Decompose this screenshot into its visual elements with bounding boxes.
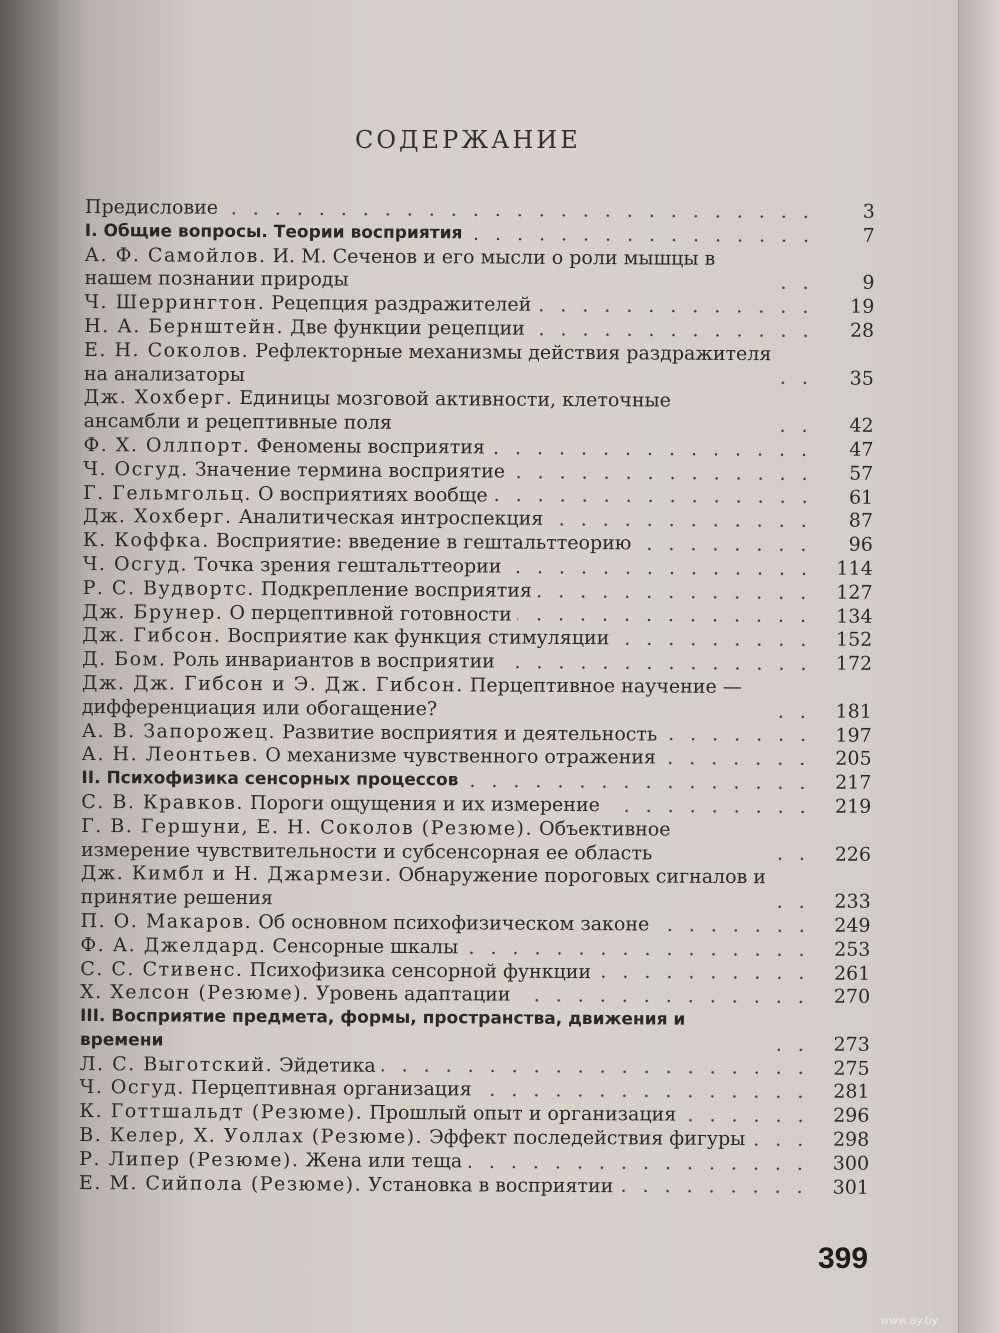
toc-entry-title: I. Общие вопросы. Теории восприятия xyxy=(84,220,463,244)
toc-entry-text xyxy=(82,601,512,627)
toc-entry-page: 281 xyxy=(833,1081,870,1104)
toc-entry-text xyxy=(80,910,649,937)
toc-entry-page: 233 xyxy=(834,890,871,913)
toc-entry-title: Уровень адаптации xyxy=(315,982,511,1006)
toc-entry-page: 87 xyxy=(848,510,874,533)
toc-entry-page: 261 xyxy=(833,962,871,985)
toc-entry-text xyxy=(79,1148,462,1174)
dot-leader xyxy=(507,570,814,575)
toc-entry-text xyxy=(83,482,488,508)
dot-leader xyxy=(464,784,813,789)
toc-entry-text xyxy=(80,981,510,1007)
toc-entry-page: 270 xyxy=(833,985,871,1009)
toc-entry-text xyxy=(80,934,458,960)
toc-entry-page: 226 xyxy=(834,843,872,866)
toc-entry-title: Рефлекторные механизмы действия раздражителя на анализаторы xyxy=(83,339,772,386)
toc-entry-author: Дж. Хохберг. xyxy=(82,505,233,529)
toc-entry-page: 47 xyxy=(849,438,874,461)
dot-leader xyxy=(637,547,815,551)
toc-entry-author: В. Келер, Х. Уоллах (Резюме). xyxy=(79,1124,424,1149)
toc-entry-page: 296 xyxy=(833,1104,870,1128)
toc-entry-title: Перцептивное научение — дифференциация или обогащение? xyxy=(81,674,742,720)
toc-entry-title: Эффект последействия фигуры xyxy=(429,1126,746,1151)
toc-entry-title: Предисловие xyxy=(84,196,219,219)
toc-entry-text xyxy=(82,672,772,724)
toc-entry-page: 96 xyxy=(848,533,873,556)
dot-leader xyxy=(516,999,812,1004)
toc-entry-text xyxy=(80,1005,770,1057)
toc-entry-title: Единицы мозговой активности, клеточные ансамбли и рецептивные поля xyxy=(83,387,671,435)
toc-entry-text xyxy=(83,458,505,484)
toc-entry-page: 35 xyxy=(849,367,874,390)
toc-entry-text xyxy=(81,791,600,818)
dot-leader xyxy=(777,905,813,908)
dot-leader xyxy=(494,499,815,504)
toc-entry-author: Ч. Шеррингтон. xyxy=(84,291,266,315)
dot-leader xyxy=(224,212,817,219)
dot-leader xyxy=(606,809,813,813)
toc-entry-page: 181 xyxy=(835,700,872,723)
toc-entry-author: С. С. Стивенс. xyxy=(80,957,244,981)
dot-leader xyxy=(615,642,814,646)
toc-entry-author: А. Ф. Самойлов. xyxy=(84,243,267,267)
toc-entry xyxy=(81,862,871,914)
toc-entry-title: Восприятие: введение в гештальттеорию xyxy=(215,529,632,555)
book-spine-shadow xyxy=(0,0,60,1333)
toc-entry-title: III. Восприятие предмета, формы, пространства, движения и времени xyxy=(79,1006,686,1051)
dot-leader xyxy=(777,858,813,861)
toc-entry-text xyxy=(80,1053,376,1079)
toc-entry-author: Ф. А. Джелдард. xyxy=(80,933,267,957)
toc-entry-text xyxy=(79,1172,613,1199)
toc-entry-page: 3 xyxy=(862,200,875,223)
toc-entry-page: 301 xyxy=(832,1176,870,1199)
dot-leader xyxy=(511,475,815,480)
toc-entry-page: 152 xyxy=(835,628,873,652)
dot-leader xyxy=(501,665,814,670)
toc-entry-text xyxy=(82,624,609,651)
toc-entry-title: И. М. Сеченов и его мысли о роли мышцы в нашем познании природы xyxy=(84,244,716,292)
dot-leader xyxy=(780,429,816,432)
toc-entry-author: Р. С. Вудвортс. xyxy=(82,576,255,600)
toc-section-heading xyxy=(80,1005,870,1057)
toc-entry-author: Х. Хелсон (Резюме). xyxy=(80,981,310,1005)
dot-leader xyxy=(468,237,816,242)
toc-entry-page: 19 xyxy=(850,295,875,319)
toc-entry-text xyxy=(84,244,774,296)
dot-leader xyxy=(776,1048,812,1051)
toc-entry-text xyxy=(82,648,495,674)
toc-entry-text xyxy=(81,815,771,867)
toc-entry-author: Н. А. Бернштейн. xyxy=(84,314,285,339)
toc-entry-author: Дж. Гибсон. xyxy=(82,624,222,648)
dot-leader xyxy=(780,286,816,289)
toc-entry-text xyxy=(80,957,591,984)
toc-entry-text xyxy=(81,862,771,914)
toc-entry-title: Роль инвариантов в восприятии xyxy=(172,648,495,673)
toc-entry-text xyxy=(82,720,658,747)
toc-entry-author: А. Н. Леонтьев. xyxy=(81,743,260,767)
toc-entry-title: Перцептивная организация xyxy=(190,1077,472,1101)
toc-entry-author: Ч. Осгуд. xyxy=(79,1076,185,1100)
toc-entry-title: Объективное измерение чувствительности и субсенсорная ее область xyxy=(80,817,671,864)
toc-entry-text xyxy=(81,767,458,793)
toc-entry-title: Феномены восприятия xyxy=(256,435,485,459)
toc-entry-author: Ч. Осгуд. xyxy=(83,457,189,481)
toc-entry-text xyxy=(85,220,463,246)
dot-leader xyxy=(597,975,812,979)
toc-entry-page: 300 xyxy=(832,1152,870,1175)
toc-entry-title: Рецепция раздражителей xyxy=(271,292,532,316)
toc-entry-author: Л. С. Выготский. xyxy=(79,1052,274,1076)
toc-entry xyxy=(82,672,872,724)
toc-entry-title: Эйдетика xyxy=(279,1053,376,1077)
toc-entry-title: Жена или теща xyxy=(305,1149,463,1173)
toc-entry-page: 197 xyxy=(835,724,872,747)
toc-entry-page: 57 xyxy=(849,462,874,485)
toc-entry-page: 9 xyxy=(862,272,875,295)
dot-leader xyxy=(780,382,816,385)
toc-entry-page: 28 xyxy=(849,319,875,342)
toc-entry-title: Установка в восприятии xyxy=(368,1173,614,1197)
toc-entry-text xyxy=(83,553,502,579)
toc-entry-page: 217 xyxy=(835,771,872,794)
toc-entry-page: 219 xyxy=(834,795,872,818)
toc-entry-author: Г. В. Гершуни, Е. Н. Соколов (Резюме). xyxy=(81,814,534,840)
toc-entry-author: Дж. Хохберг. xyxy=(83,386,234,410)
dot-leader xyxy=(382,1069,812,1075)
toc-entry-page: 7 xyxy=(862,224,875,247)
dot-leader xyxy=(655,928,812,932)
dot-leader xyxy=(478,1094,812,1099)
toc-entry-page: 127 xyxy=(836,581,873,604)
toc-entry-text xyxy=(83,577,532,604)
toc-entry-author: Дж. Кимбл и Н. Джармези. xyxy=(80,862,393,887)
toc-entry xyxy=(79,1172,869,1201)
toc-entry-text xyxy=(82,743,656,770)
dot-leader xyxy=(549,523,815,528)
toc-entry-title: Точка зрения гештальттеории xyxy=(194,553,502,578)
toc-entry xyxy=(81,815,871,867)
toc-entry-author: К. Готтшальдт (Резюме). xyxy=(79,1100,364,1124)
toc-entry-title: Психофизика сенсорной функции xyxy=(249,958,592,983)
toc-entry-page: 42 xyxy=(849,414,874,437)
contents-heading: СОДЕРЖАНИЕ xyxy=(355,126,581,154)
toc-entry-text xyxy=(83,529,632,556)
dot-leader xyxy=(538,594,815,599)
toc-entry-text xyxy=(84,386,774,438)
toc-entry-title: О восприятиях вообще xyxy=(257,482,488,507)
toc-entry-page: 253 xyxy=(834,938,871,961)
dot-leader xyxy=(464,951,812,956)
table-of-contents xyxy=(79,196,875,1200)
toc-entry-page: 205 xyxy=(835,747,872,771)
toc-entry-text xyxy=(79,1076,471,1102)
contents-page xyxy=(55,0,960,1333)
toc-entry xyxy=(84,386,874,438)
toc-entry-title: Об основном психофизическом законе xyxy=(258,910,650,936)
toc-entry-author: А. В. Запорожец. xyxy=(81,719,277,743)
toc-entry-author: С. В. Кравков. xyxy=(81,790,244,814)
toc-entry-title: II. Психофизика сенсорных процессов xyxy=(81,768,459,791)
toc-entry-title: Восприятие как функция стимуляции xyxy=(227,625,610,650)
toc-entry-author: Д. Бом. xyxy=(82,648,167,671)
dot-leader xyxy=(682,1119,811,1123)
toc-entry-author: Дж. Брунер. xyxy=(82,600,224,624)
toc-entry xyxy=(84,244,874,296)
toc-entry-page: 114 xyxy=(836,557,873,580)
toc-entry-author: Ф. Х. Оллпорт. xyxy=(83,433,251,457)
toc-entry-page: 61 xyxy=(848,486,874,509)
toc-entry-title: О перцептивной готовности xyxy=(229,601,512,626)
toc-entry-text xyxy=(83,505,543,532)
toc-entry-author: К. Коффка. xyxy=(82,529,210,552)
toc-entry-text xyxy=(84,291,531,318)
toc-entry-page: 134 xyxy=(836,605,873,628)
dot-leader xyxy=(537,309,816,314)
page-number: 399 xyxy=(818,1242,869,1275)
toc-entry-text xyxy=(79,1100,676,1127)
toc-entry-page: 298 xyxy=(832,1128,870,1151)
toc-entry-author: Г. Гельмгольц. xyxy=(83,481,253,505)
toc-entry-title: Аналитическая интроспекция xyxy=(238,506,544,531)
toc-entry-title: Развитие восприятия и деятельность xyxy=(282,720,658,746)
dot-leader xyxy=(531,333,816,338)
toc-entry-page: 273 xyxy=(833,1033,870,1056)
dot-leader xyxy=(518,618,815,623)
toc-entry-text xyxy=(85,196,218,221)
dot-leader xyxy=(619,1190,811,1194)
toc-entry-title: Подкрепление восприятия xyxy=(260,577,533,602)
toc-entry-title: Сенсорные шкалы xyxy=(272,934,459,958)
dot-leader xyxy=(491,451,816,456)
toc-entry-text xyxy=(84,339,774,391)
dot-leader xyxy=(662,762,814,766)
toc-entry-author: Ч. Осгуд. xyxy=(82,552,189,576)
toc-entry-text xyxy=(83,434,485,460)
toc-entry-title: Две функции рецепции xyxy=(290,316,525,340)
toc-entry-page: 172 xyxy=(835,652,873,675)
toc-entry-author: Е. Н. Соколов. xyxy=(83,338,250,362)
dot-leader xyxy=(663,738,813,742)
toc-entry-title: Значение термина восприятие xyxy=(194,458,506,483)
dot-leader xyxy=(468,1165,811,1170)
toc-entry-title: О механизме чувственного отражения xyxy=(265,744,657,769)
toc-entry-page: 275 xyxy=(833,1057,870,1080)
dot-leader xyxy=(778,715,814,718)
adjacent-page-edge xyxy=(958,0,1000,1333)
toc-entry-author: Дж. Дж. Гибсон и Э. Дж. Гибсон. xyxy=(81,671,464,697)
toc-entry-author: Е. М. Сийпола (Резюме). xyxy=(78,1171,363,1196)
watermark: www.ay.by xyxy=(880,1314,939,1327)
dot-leader xyxy=(751,1143,811,1146)
toc-entry-title: Пороги ощущения и их измерение xyxy=(249,791,600,817)
toc-entry xyxy=(84,339,874,391)
toc-entry-page: 249 xyxy=(834,914,871,937)
toc-entry-author: Р. Липер (Резюме). xyxy=(79,1147,300,1172)
toc-entry-text xyxy=(84,315,525,341)
toc-entry-title: Обнаружение пороговых сигналов и принятие решения xyxy=(80,864,767,910)
toc-entry-author: П. О. Макаров. xyxy=(80,909,253,933)
toc-entry-title: Прошлый опыт и организация xyxy=(369,1102,677,1126)
